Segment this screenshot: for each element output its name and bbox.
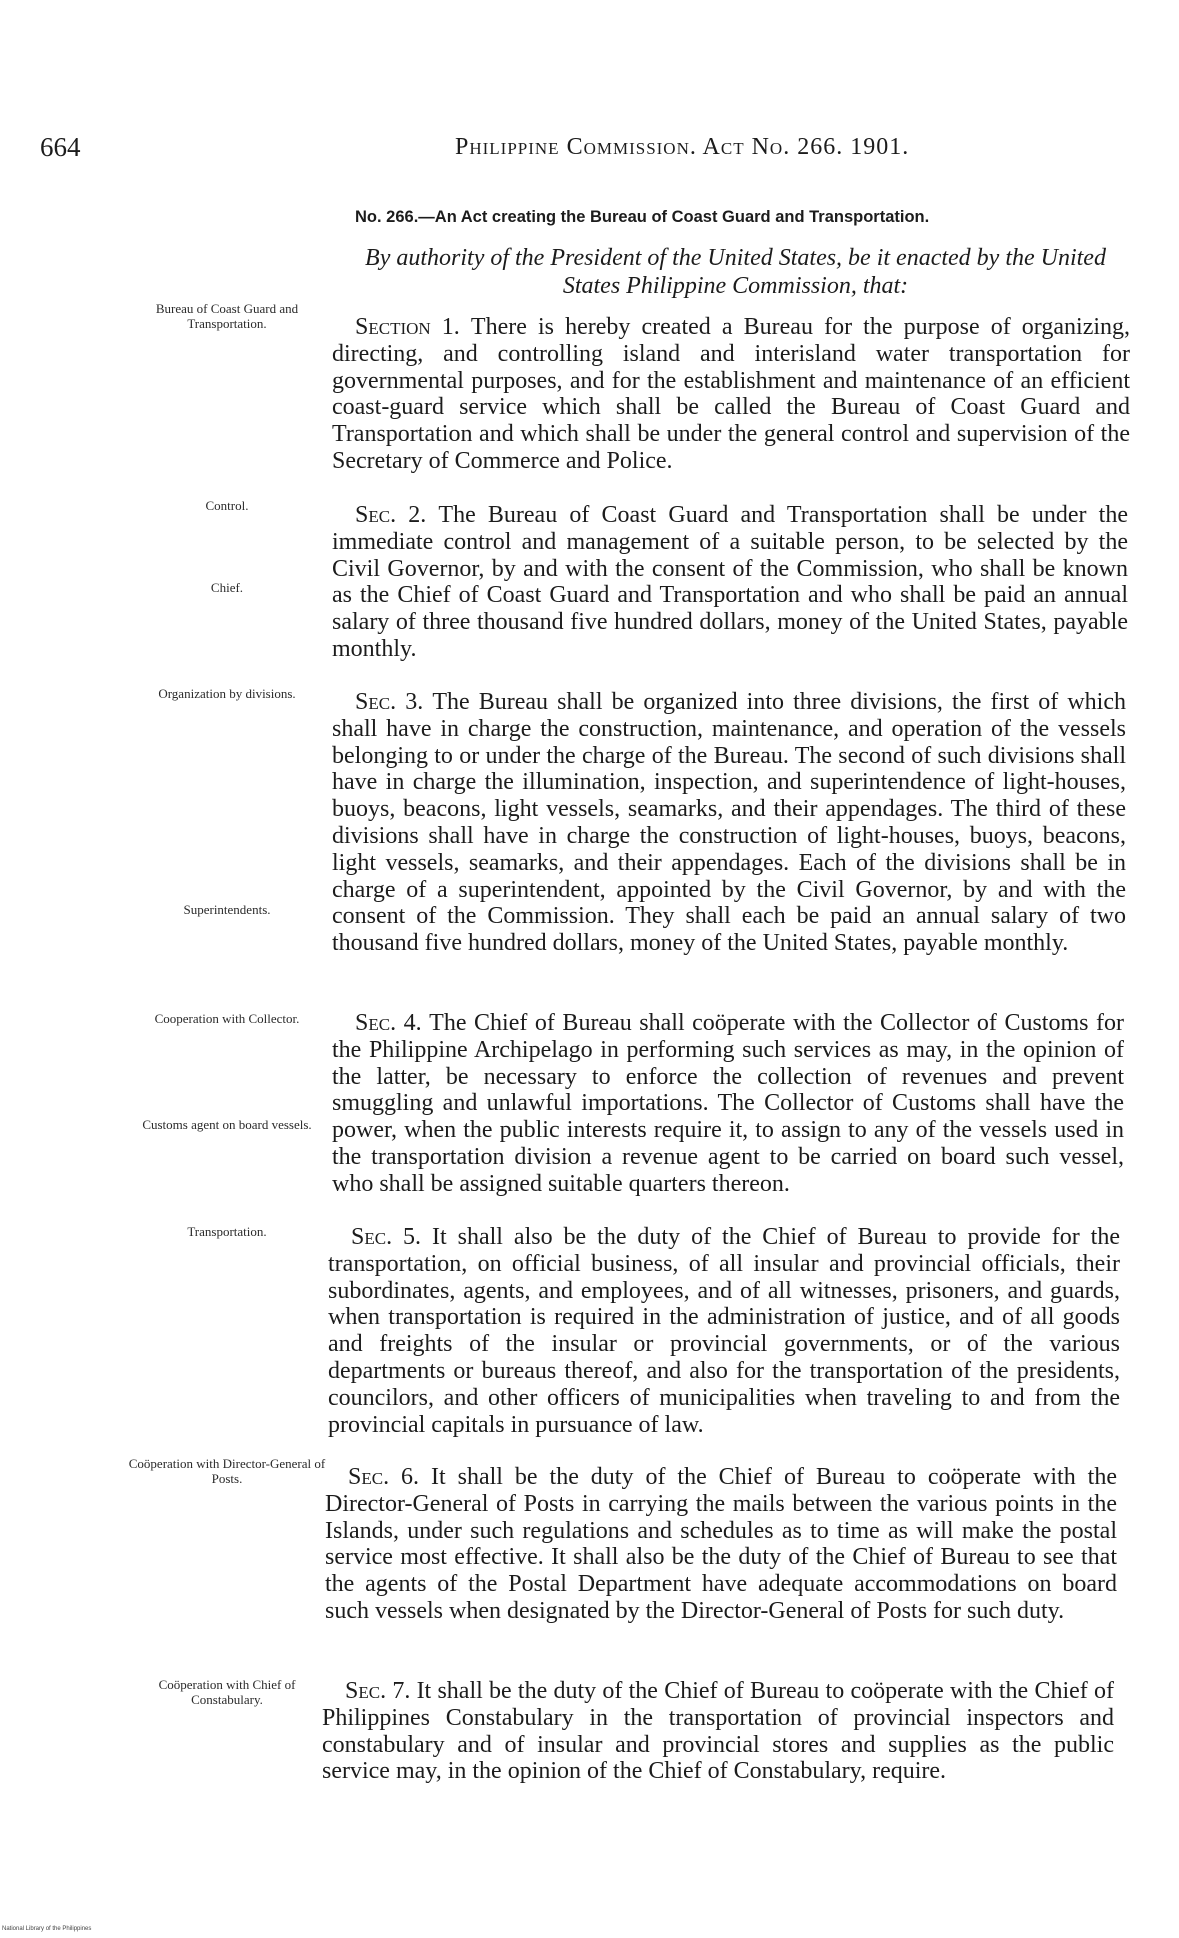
section-label: Sec. 3. xyxy=(355,689,433,715)
section-text: The Bureau shall be organized into three divisions, the first of which shall have in charge the construction, maintenance, and operation of the vessels belonging to or under the charge of the Bureau. The second of such divisions shall have in charge the illumination, inspection, and superintendence of light-houses, buoys, beacons, light vessels, seamarks, and their appendages. The third of these divisions shall have in charge the construction of light-houses, buoys, beacons, light vessels, seamarks, and their appendages. Each of the divisions shall be in charge of a superintendent, appointed by the Civil Governor, by and with the consent of the Commission. They shall each be paid an annual salary of two thousand five hundred dollars, money of the United States, payable monthly. xyxy=(332,689,1126,957)
section-text: It shall be the duty of the Chief of Bureau to coöperate with the Director-General of Posts in carrying the mails between the various points in the Islands, under such regulations and schedules as to time as will make the postal service most effective. It shall also be the duty of the Chief of Bureau to see that the agents of the Postal Department have adequate accommodations on board such vessels when designated by the Director-General of Posts for such duty. xyxy=(325,1464,1117,1624)
enacting-clause: By authority of the President of the United States, be it enacted by the United States Philippine Commission, that: xyxy=(365,245,1106,299)
margin-note-transportation: Transportation. xyxy=(187,1224,267,1239)
section-label: Sec. 7. xyxy=(345,1678,417,1704)
margin-note-collector: Cooperation with Collector. xyxy=(154,1011,300,1026)
margin-note-chief: Chief. xyxy=(210,580,244,595)
section-3 xyxy=(332,689,1126,957)
margin-note-bureau: Bureau of Coast Guard and Transportation. xyxy=(155,301,299,331)
page-header xyxy=(40,132,1045,172)
section-1 xyxy=(332,314,1130,475)
section-4 xyxy=(332,1010,1124,1198)
margin-note-posts: Coöperation with Director-General of Posts. xyxy=(128,1456,326,1486)
section-text: The Chief of Bureau shall coöperate with the Collector of Customs for the Philippine Archipelago in performing such services as may, in the opinion of the latter, be necessary to enforce the collection of revenues and prevent smuggling and unlawful importations. The Collector of Customs shall have the power, when the public interests require it, to assign to any of the vessels used in the transportation division a revenue agent to be carried on board such vessel, who shall be assigned suitable quarters thereon. xyxy=(332,1010,1124,1197)
running-head: Philippine Commission. Act No. 266. 1901. xyxy=(455,134,910,160)
section-text: It shall be the duty of the Chief of Bureau to coöperate with the Chief of Philippines Constabulary in the transportation of provincial inspectors and constabulary and of insular and provincial stores and supplies as the public service may, in the opinion of the Chief of Constabulary, require. xyxy=(322,1678,1114,1785)
margin-note-customs-agent: Customs agent on board vessels. xyxy=(142,1117,312,1132)
section-label: Sec. 6. xyxy=(348,1464,431,1490)
margin-note-organization: Organization by divisions. xyxy=(158,686,296,701)
section-2 xyxy=(332,502,1128,663)
margin-note-control: Control. xyxy=(205,498,249,513)
footer-credit: National Library of the Philippines xyxy=(2,1926,92,1932)
section-label: Sec. 4. xyxy=(355,1010,430,1036)
page-number: 664 xyxy=(40,132,81,162)
margin-note-constabulary: Coöperation with Chief of Constabulary. xyxy=(158,1677,296,1707)
section-label: Sec. 5. xyxy=(351,1224,432,1250)
section-6 xyxy=(325,1464,1117,1625)
section-7 xyxy=(322,1678,1114,1785)
act-title: No. 266.—An Act creating the Bureau of Coast Guard and Transportation. xyxy=(355,208,930,226)
section-label: Sec. 2. xyxy=(355,502,439,528)
section-label: Section 1. xyxy=(355,314,471,340)
section-5 xyxy=(328,1224,1120,1438)
section-text: It shall also be the duty of the Chief of Bureau to provide for the transportation, on official business, of all insular and provincial officials, their subordinates, agents, and employees, and of all witnesses, prisoners, and guards, when transportation is required in the administration of justice, and of all goods and freights of the insular or provincial governments, or of the various departments or bureaus thereof, and also for the transportation of the presidents, councilors, and other officers of municipalities when traveling to and from the provincial capitals in pursuance of law. xyxy=(328,1224,1120,1438)
section-text: The Bureau of Coast Guard and Transportation shall be under the immediate control and management of a suitable person, to be selected by the Civil Governor, by and with the consent of the Commission, who shall be known as the Chief of Coast Guard and Transportation and who shall be paid an annual salary of three thousand five hundred dollars, money of the United States, payable monthly. xyxy=(332,502,1128,662)
margin-note-superintendents: Superintendents. xyxy=(183,902,271,917)
section-text: There is hereby created a Bureau for the purpose of organizing, directing, and controlling island and interisland water transportation for governmental purposes, and for the establishment and maintenance of an efficient coast-guard service which shall be called the Bureau of Coast Guard and Transportation and which shall be under the general control and supervision of the Secretary of Commerce and Police. xyxy=(332,314,1131,474)
